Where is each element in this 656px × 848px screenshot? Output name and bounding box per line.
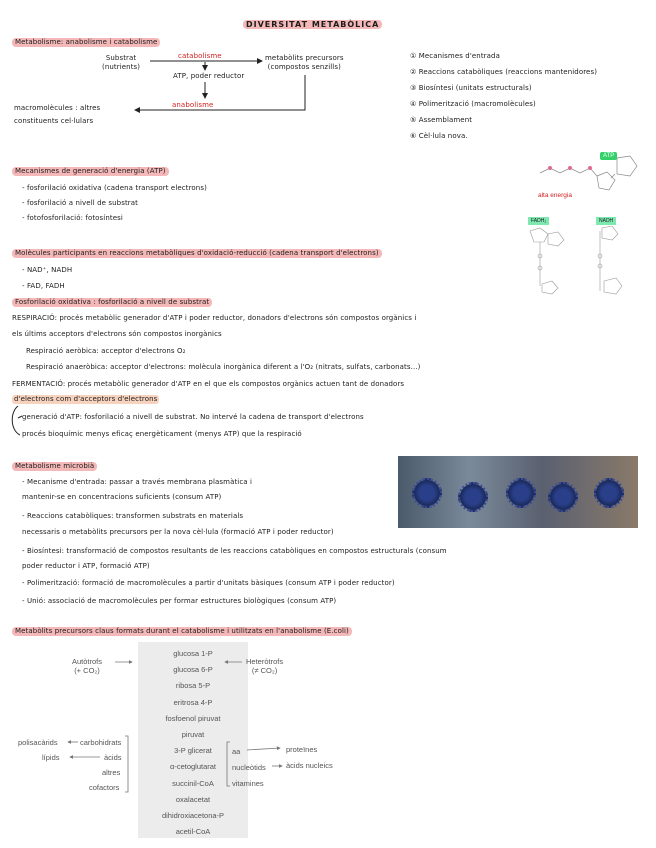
list-item: - NAD⁺, NADH <box>22 266 73 274</box>
fadh2-nadh-structure-diagram <box>520 226 645 298</box>
precursor-item: 3-P glicerat <box>174 746 212 756</box>
vitamines-label: vitamines <box>232 779 264 788</box>
atp-badge: ATP <box>600 152 617 160</box>
list-item: - Biosíntesi: transformació de compostos resultants de les reaccions catabòliques en compostos estructurals (consum <box>22 547 447 555</box>
precursor-item: succinil-CoA <box>172 778 214 788</box>
catabolisme-label: catabolisme <box>178 52 222 60</box>
precursor-item: glucosa 1-P <box>173 649 213 658</box>
step-item: ④ Polimerització (macromolècules) <box>410 100 536 108</box>
section-heading-molecules: Molècules participants en reaccions metabòliques d'oxidació-reducció (cadena transport d'electrons) <box>12 249 382 258</box>
precursor-item: α-cetoglutarat <box>169 762 217 772</box>
list-item: - Polimerització: formació de macromolècules a partir d'unitats bàsiques (consum ATP i poder reductor) <box>22 579 395 587</box>
list-item: mantenir-se en concentracions suficients (consum ATP) <box>22 493 222 501</box>
aa-label: aa <box>232 747 241 756</box>
section-heading-energia: Mecanismes de generació d'energia (ATP) <box>12 167 169 176</box>
macromolecules-label: macromolècules : altres <box>14 104 101 112</box>
precursor-item: eritrosa 4-P <box>173 697 213 707</box>
precursor-item: fosfoenol piruvat <box>165 713 221 723</box>
membrane-transport-image <box>398 456 638 528</box>
step-item: ② Reaccions catabòliques (reaccions mantenidores) <box>410 68 598 76</box>
proces-bioquimic: procés bioquímic menys eficaç energèticament (menys ATP) que la respiració <box>22 430 302 438</box>
precursor-item: dihidroxiacetona-P <box>161 811 225 821</box>
heterotrofs-label: Heteròtrofs (≠ CO₂) <box>246 657 284 675</box>
precursor-item: acetil-CoA <box>175 827 211 837</box>
precursor-item: oxalacetat <box>175 794 211 804</box>
list-item: - fotofosforilació: fotosíntesi <box>22 214 123 222</box>
respiracio-line-1: RESPIRACIÓ: procés metabòlic generador d'ATP i poder reductor, donadors d'electrons són compostos orgànics i <box>12 314 417 322</box>
section-heading-metabolisme: Metabolisme: anabolisme i catabolisme <box>12 38 160 47</box>
precursors-arrows <box>0 640 656 840</box>
lipids-label: lípids <box>42 753 60 762</box>
altres-label: altres <box>102 768 121 777</box>
list-item: - fosforilació a nivell de substrat <box>22 199 139 207</box>
list-item: - Reaccions catabòliques: transformen substrats en materials <box>22 512 244 520</box>
anabolisme-label: anabolisme <box>172 101 214 109</box>
fermentacio-line-1: FERMENTACIÓ: procés metabòlic generador d'ATP en el que els compostos orgànics actuen tant de donadors <box>12 380 405 388</box>
precursor-item: ribosa 5-P <box>175 681 211 691</box>
step-item: ③ Biosíntesi (unitats estructurals) <box>410 84 532 92</box>
atp-poder-label: ATP, poder reductor <box>173 72 245 80</box>
step-item: ① Mecanismes d'entrada <box>410 52 500 60</box>
generacio-atp: generació d'ATP: fosforilació a nivell de substrat. No intervé la cadena de transport d'electrons <box>22 413 364 421</box>
proteines-label: proteïnes <box>286 745 318 754</box>
carbohidrats-label: carbohidrats <box>80 738 122 747</box>
list-item: necessaris o metabòlits precursors per la nova cèl·lula (formació ATP i poder reductor) <box>22 528 334 536</box>
fadh2-badge: FADH₂ <box>528 217 549 225</box>
metabolits-label: metabòlits precursors (compostos senzills) <box>265 54 344 71</box>
list-item: - fosforilació oxidativa (cadena transport electrons) <box>22 184 207 192</box>
section-heading-fosforilacio: Fosforilació oxidativa : fosforilació a nivell de substrat <box>12 298 212 307</box>
precursor-item: glucosa 6-P <box>173 665 213 675</box>
respiracio-aerobica: Respiració aeròbica: acceptor d'electrons O₂ <box>26 347 186 355</box>
nadh-badge: NADH <box>596 217 616 225</box>
page-title: DIVERSITAT METABÒLICA <box>243 20 382 29</box>
polisacarids-label: polisacàrids <box>18 738 58 747</box>
list-item: - Unió: associació de macromolècules per formar estructures biològiques (consum ATP) <box>22 597 337 605</box>
section-heading-precursors: Metabòlits precursors claus formats durant el catabolisme i utilitzats en l'anabolisme (E.coli) <box>12 627 352 636</box>
metabolism-steps-list <box>410 52 597 141</box>
respiracio-line-2: els últims acceptors d'electrons són compostos inorgànics <box>12 330 222 338</box>
precursor-item: piruvat <box>181 730 205 740</box>
cofactors-label: cofactors <box>89 783 120 792</box>
nucleotids-label: nucleòtids <box>232 763 266 772</box>
list-item: - FAD, FADH <box>22 282 65 290</box>
list-item: poder reductor i ATP, formació ATP) <box>22 562 150 570</box>
list-item: - Mecanisme d'entrada: passar a través membrana plasmàtica i <box>22 478 253 486</box>
atp-structure-diagram <box>535 148 647 210</box>
fermentacio-line-2: d'electrons com d'acceptors d'electrons <box>14 395 158 403</box>
alta-energia-label: alta energia <box>538 192 572 199</box>
constituents-label: constituents cel·lulars <box>14 117 94 125</box>
section-heading-microbia: Metabolisme microbià <box>12 462 97 471</box>
acids-nucleics-label: àcids nucleics <box>286 761 333 770</box>
autotrofs-label: Autòtrofs (+ CO₂) <box>72 657 103 675</box>
substrat-label: Substrat (nutrients) <box>102 54 141 71</box>
respiracio-anaerobica: Respiració anaeròbica: acceptor d'electrons: molècula inorgànica diferent a l'O₂ (nitrats, sulfats, carbonats...) <box>26 363 421 371</box>
step-item: ⑤ Assemblament <box>410 116 473 124</box>
acids-label: àcids <box>104 753 122 762</box>
step-item: ⑥ Cèl·lula nova. <box>410 132 468 140</box>
